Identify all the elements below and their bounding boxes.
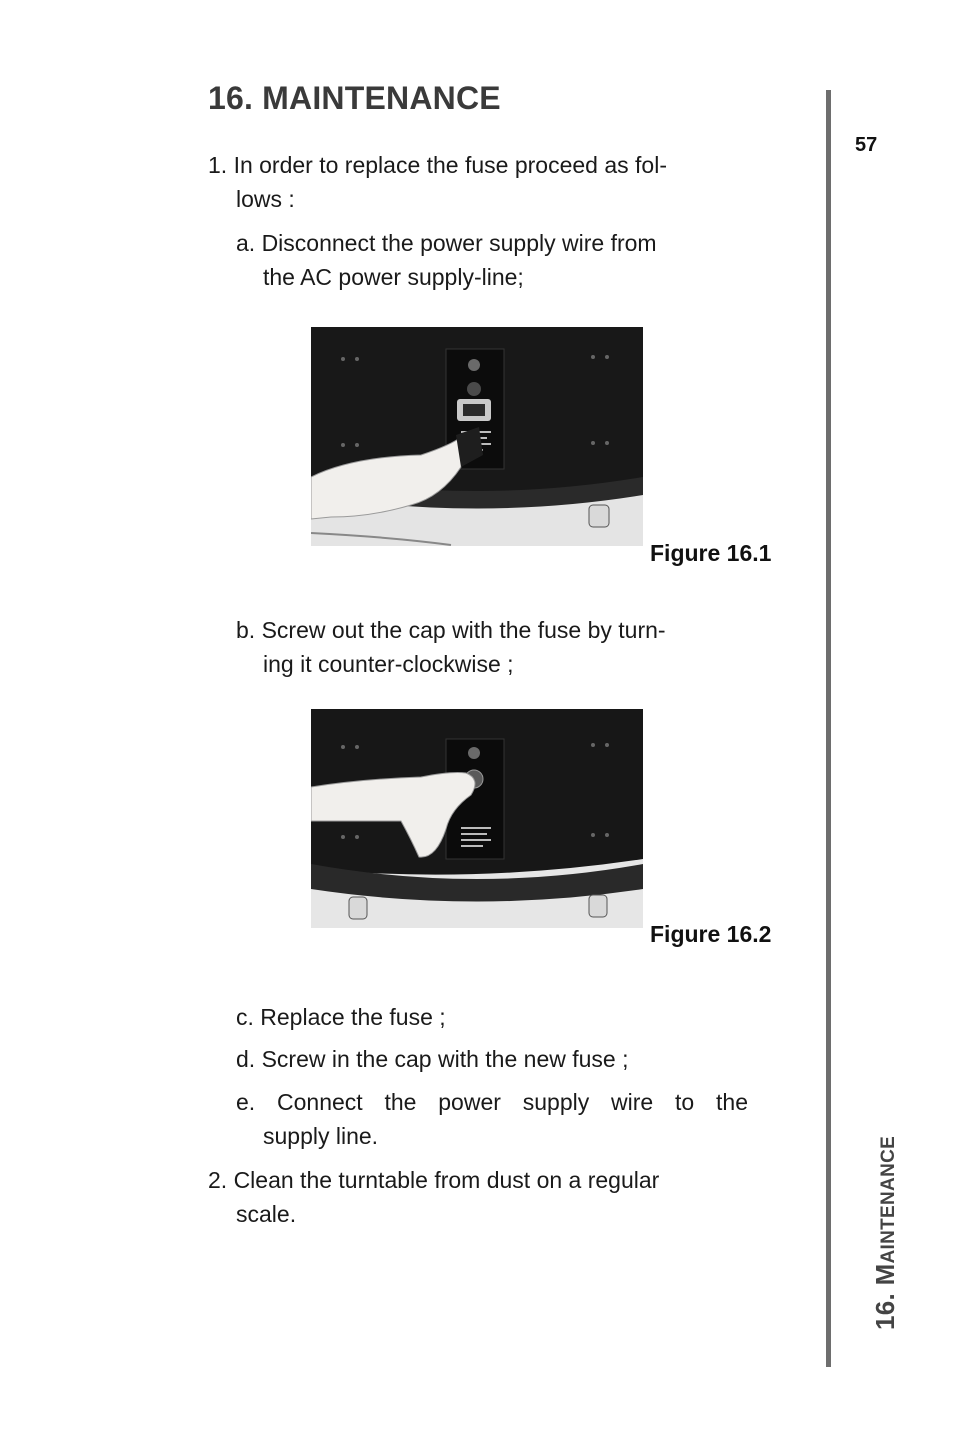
turntable-base-unplugging-photo <box>311 327 643 546</box>
step-b-line-2: ing it counter-clockwise ; <box>263 651 514 677</box>
step-b <box>236 613 748 681</box>
figure-16-1-photo <box>311 327 643 546</box>
step-1 <box>208 148 748 216</box>
step-a-line-1: a. Disconnect the power supply wire from <box>236 230 657 256</box>
step-2-line-1: 2. Clean the turntable from dust on a regular <box>208 1167 660 1193</box>
step-e <box>236 1085 748 1153</box>
step-d <box>236 1042 748 1076</box>
turntable-base-fuse-cap-photo <box>311 709 643 928</box>
step-e-line-1: e. Connect the power supply wire to the <box>236 1089 748 1115</box>
step-a <box>236 226 748 294</box>
page-title: 16. MAINTENANCE <box>208 80 501 116</box>
step-e-line-2: supply line. <box>263 1123 379 1149</box>
step-1-line-2: lows : <box>236 186 295 212</box>
step-2 <box>208 1163 748 1231</box>
side-rule <box>826 90 831 1367</box>
step-1-line-1: 1. In order to replace the fuse proceed as fol- <box>208 152 667 178</box>
step-2-line-2: scale. <box>236 1201 297 1227</box>
step-c-line-1: c. Replace the fuse ; <box>236 1004 446 1030</box>
step-c <box>236 1000 748 1034</box>
figure-16-2-photo <box>311 709 643 928</box>
side-section-title: 16. MAINTENANCE <box>870 1135 900 1330</box>
step-a-line-2: the AC power supply-line; <box>263 264 524 290</box>
step-b-line-1: b. Screw out the cap with the fuse by turn- <box>236 617 666 643</box>
page-number: 57 <box>855 134 878 156</box>
figure-16-2-caption: Figure 16.2 <box>650 921 772 947</box>
figure-16-1-caption: Figure 16.1 <box>650 540 772 566</box>
step-d-line-1: d. Screw in the cap with the new fuse ; <box>236 1046 629 1072</box>
